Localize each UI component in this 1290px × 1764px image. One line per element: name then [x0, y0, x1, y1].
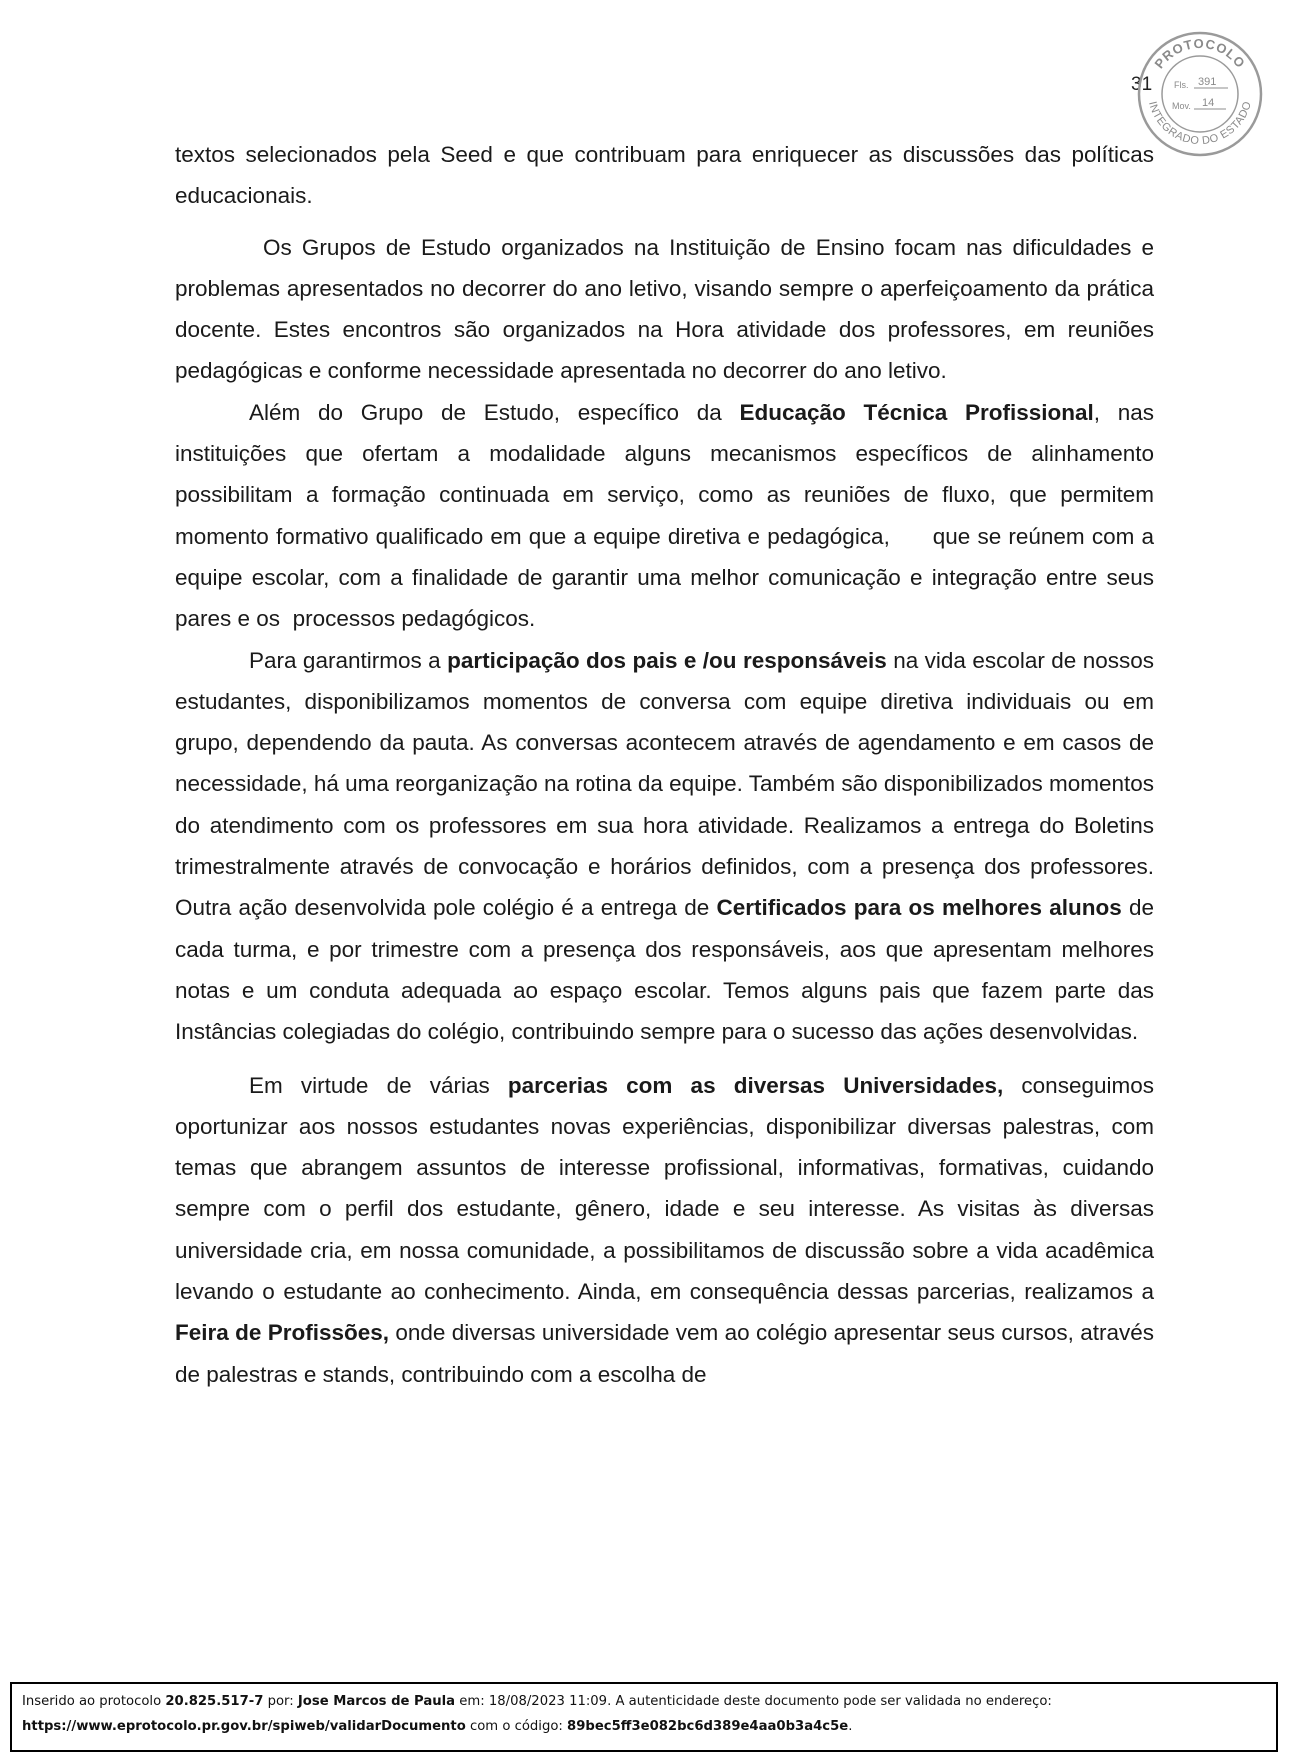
page-number: 31	[1131, 74, 1153, 95]
stamp-top-text: PROTOCOLO	[1151, 35, 1249, 72]
footer-validation-code: 89bec5ff3e082bc6d389e4aa0b3a4c5e	[567, 1719, 849, 1734]
paragraph-parents-participation	[175, 640, 1154, 1053]
protocol-stamp-seal	[1136, 30, 1264, 158]
document-body	[175, 134, 1161, 1395]
footer-text: por:	[263, 1694, 298, 1709]
paragraph-technical-education	[175, 392, 1161, 640]
bold-text-universities: parcerias com as diversas Universidades,	[507, 1072, 1004, 1098]
text-span: , nas instituições que ofertam a modalidade alguns mecanismos específicos de alinhamento possibilitam a formação continuada em serviço, como as reuniões de fluxo, que permitem momento formativo qualificado em que a equipe diretiva e pedagógica, que se reúnem com a equipe escolar, com a finalidade de garantir uma melhor comunicação e integração entre seus pares e os processos pedagógicos.	[175, 399, 1161, 632]
text-span: Para garantirmos a	[249, 647, 448, 673]
stamp-mov-value: 14	[1202, 97, 1215, 109]
stamp-mov-label: Mov.	[1172, 101, 1191, 111]
text-span: conseguimos oportunizar aos nossos estudantes novas experiências, disponibilizar diversas palestras, com temas que abrangem assuntos de interesse profissional, informativas, formativas, cuidando sempre com o perfil dos estudante, gênero, idade e seu interesse. As visitas às diversas universidade cria, em nossa comunidade, a possibilitamos de discussão sobre a vida acadêmica levando o estudante ao conhecimento. Ainda, em consequência dessas parcerias, realizamos a	[175, 1072, 1154, 1305]
protocol-footer	[10, 1682, 1278, 1752]
protocol-stamp	[1136, 30, 1264, 158]
footer-text: em: 18/08/2023 11:09. A autenticidade deste documento pode ser validada no endereço:	[455, 1694, 1052, 1709]
footer-validation-link[interactable]: https://www.eprotocolo.pr.gov.br/spiweb/validarDocumento	[22, 1719, 466, 1734]
stamp-fls-value: 391	[1198, 76, 1217, 88]
paragraph-universities	[175, 1065, 1154, 1395]
bold-text-technical-education: Educação Técnica Profissional	[739, 399, 1094, 425]
paragraph-continuation: textos selecionados pela Seed e que contribuam para enriquecer as discussões das políticas educacionais.	[175, 142, 1154, 209]
text-span: de cada turma, e por trimestre com a presença dos responsáveis, aos que apresentam melhores notas e um conduta adequada ao espaço escolar. Temos alguns pais que fazem parte das Instâncias colegiadas do colégio, contribuindo sempre para o sucesso das ações desenvolvidas.	[175, 895, 1155, 1045]
bold-text-certificates: Certificados para os melhores alunos	[716, 895, 1122, 921]
svg-text:INTEGRADO DO ESTADO	[1146, 100, 1254, 147]
text-span: onde diversas universidade vem ao colégio apresentar seus cursos, através de palestras e stands, contribuindo com a escolha de	[175, 1320, 1155, 1387]
paragraph-study-groups: Os Grupos de Estudo organizados na Instituição de Ensino focam nas dificuldades e problemas apresentados no decorrer do ano letivo, visando sempre o aperfeiçoamento da prática docente. Estes encontros são organizados na Hora atividade dos professores, em reuniões pedagógicas e conforme necessidade apresentada no decorrer do ano letivo.	[175, 234, 1154, 384]
text-span: Além do Grupo de Estudo, específico da	[249, 399, 740, 425]
stamp-bottom-text: INTEGRADO DO ESTADO	[1146, 99, 1255, 148]
svg-text:PROTOCOLO	[1151, 36, 1248, 71]
footer-protocol-number: 20.825.517-7	[165, 1694, 264, 1709]
bold-text-parents: participação dos pais e /ou responsáveis	[447, 647, 887, 673]
stamp-fls-label: Fls.	[1174, 80, 1189, 90]
text-span: na vida escolar de nossos estudantes, disponibilizamos momentos de conversa com equipe diretiva individuais ou em grupo, dependendo da pauta. As conversas acontecem através de agendamento e em casos de necessidade, há uma reorganização na rotina da equipe. Também são disponibilizados momentos do atendimento com os professores em sua hora atividade. Realizamos a entrega do Boletins trimestralmente através de convocação e horários definidos, com a presença dos professores. Outra ação desenvolvida pole colégio é a entrega de	[175, 647, 1154, 921]
text-span: Em virtude de várias	[249, 1072, 508, 1098]
footer-author: Jose Marcos de Paula	[297, 1694, 456, 1709]
footer-text: com o código:	[465, 1719, 568, 1734]
footer-text: Inserido ao protocolo	[22, 1694, 166, 1709]
bold-text-fair: Feira de Profissões,	[175, 1320, 390, 1346]
footer-text: .	[848, 1719, 853, 1734]
